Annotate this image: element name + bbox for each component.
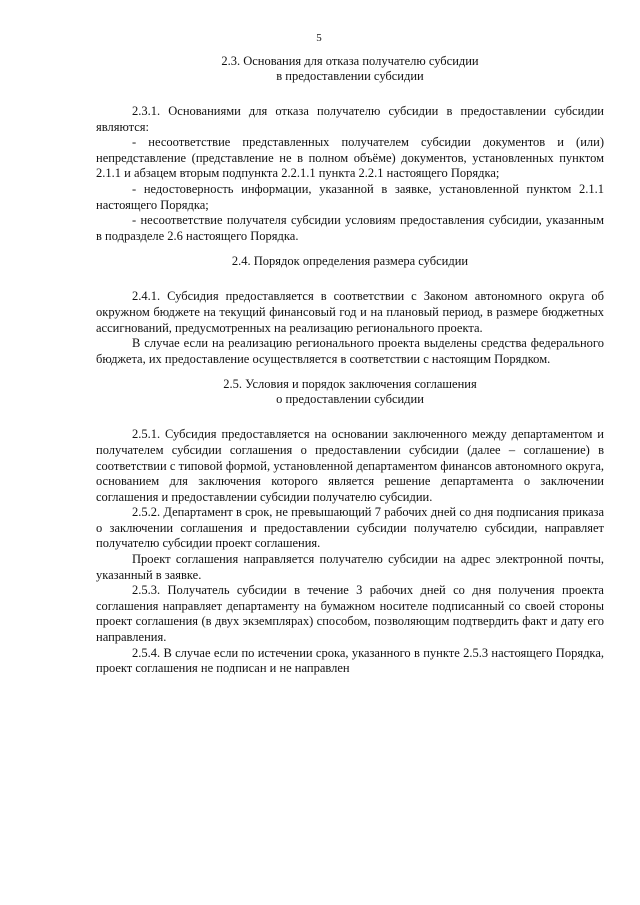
paragraph: 2.3.1. Основаниями для отказа получателю субсидии в предоставлении субсидии являются: [96, 104, 604, 134]
section-body-2-3 [96, 104, 604, 244]
section-heading-2-5 [96, 377, 604, 407]
paragraph: - несоответствие получателя субсидии условиям предоставления субсидии, указанным в подразделе 2.6 настоящего Порядка. [96, 213, 604, 243]
page-number: 5 [316, 32, 322, 44]
section-heading-2-4 [96, 254, 604, 269]
paragraph: 2.5.3. Получатель субсидии в течение 3 рабочих дней со дня получения проекта соглашения направляет департаменту на бумажном носителе подписанный со своей стороны проект соглашения (в двух экземплярах) способом, позволяющим подтвердить факт и дату его направления. [96, 583, 604, 645]
paragraph: - несоответствие представленных получателем субсидии документов и (или) непредставление (представление не в полном объёме) документов, установленных пунктом 2.1.1 и абзацем вторым подпункта 2.2.1.1 пункта 2.2.1 настоящего Порядка; [96, 135, 604, 181]
heading-line: 2.4. Порядок определения размера субсидии [231, 254, 469, 269]
paragraph: - недостоверность информации, указанной в заявке, установленной пунктом 2.1.1 настоящего Порядка; [96, 181, 604, 212]
section-body-2-5 [96, 427, 604, 677]
heading-line: 2.3. Основания для отказа получателю субсидии [221, 54, 479, 68]
heading-line: 2.5. Условия и порядок заключения соглашения [223, 377, 477, 392]
section-heading-2-3 [96, 54, 604, 84]
section-body-2-4 [96, 289, 604, 367]
paragraph: 2.5.4. В случае если по истечении срока, указанного в пункте 2.5.3 настоящего Порядка, проект соглашения не подписан и не направлен [96, 645, 604, 676]
paragraph: Проект соглашения направляется получателю субсидии на адрес электронной почты, указанный в заявке. [96, 552, 604, 582]
paragraph: 2.5.2. Департамент в срок, не превышающий 7 рабочих дней со дня подписания приказа о заключении соглашения и предоставлении субсидии получателю субсидии, направляет получателю субсидии проект соглашения. [96, 505, 604, 551]
heading-line: о предоставлении субсидии [276, 392, 424, 407]
paragraph: 2.4.1. Субсидия предоставляется в соответствии с Законом автономного округа об окружном бюджете на текущий финансовый год и на плановый период, в размере бюджетных ассигнований, предусмотренных на реализацию регионального проекта. [96, 289, 604, 335]
paragraph: 2.5.1. Субсидия предоставляется на основании заключенного между департаментом и получателем субсидии соглашения о предоставлении субсидии (далее – соглашение) в соответствии с типовой формой, установленной департаментом финансов автономного округа, основанием для заключения которого является решение департамента о заключении соглашения и предоставлении субсидии получателю субсидии. [96, 427, 604, 504]
paragraph: В случае если на реализацию регионального проекта выделены средства федерального бюджета, их предоставление осуществляется в соответствии с настоящим Порядком. [96, 336, 604, 366]
heading-line: в предоставлении субсидии [276, 69, 424, 83]
